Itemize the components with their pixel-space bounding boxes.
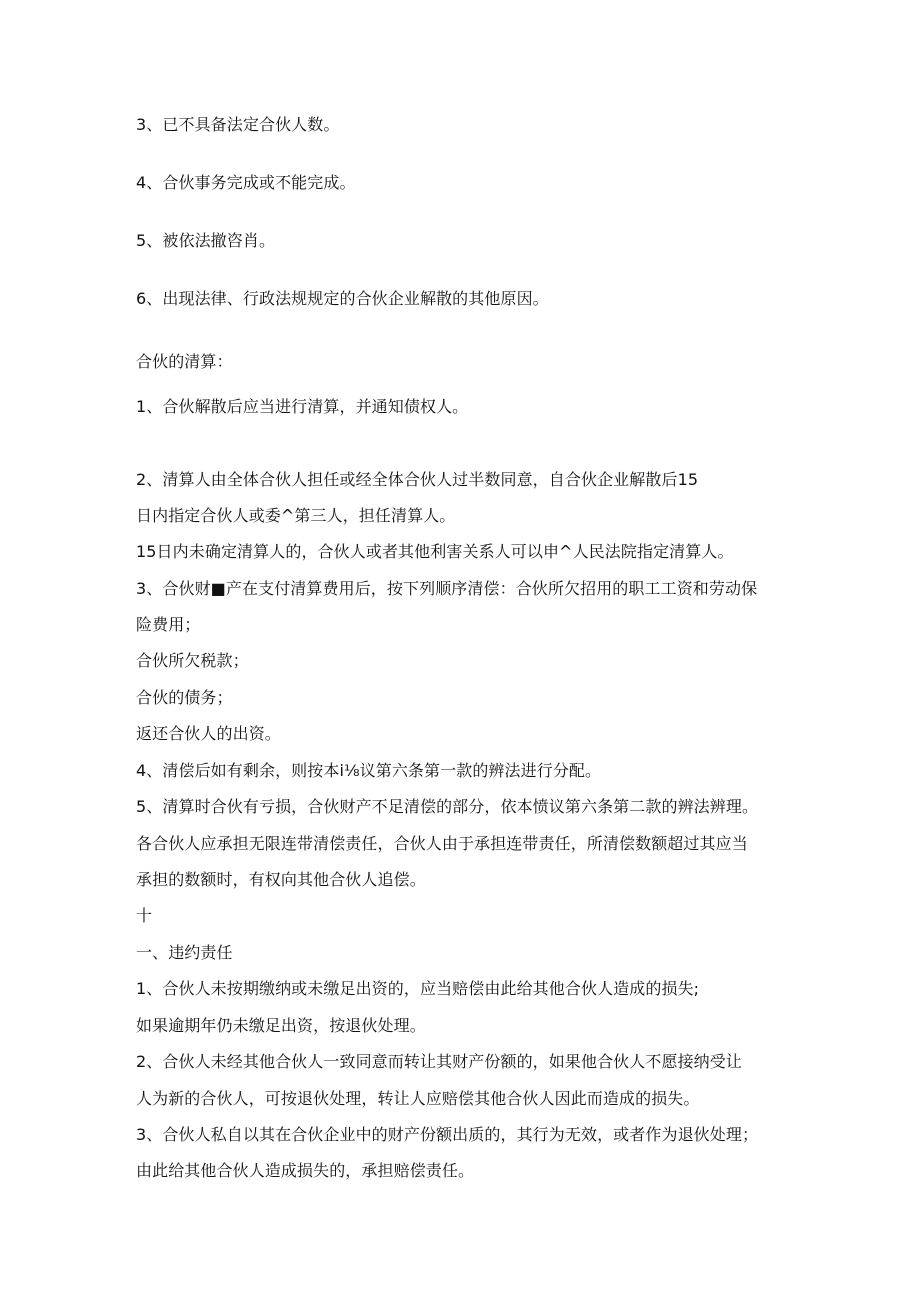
text-line: 2、合伙人未经其他合伙人一致同意而转让其财产份额的，如果他合伙人不愿接纳受让 bbox=[136, 1052, 742, 1071]
text-line: 6、出现法律、行政法规规定的合伙企业解散的其他原因。 bbox=[136, 289, 549, 308]
text-line: 5、被依法撤咨肖。 bbox=[136, 231, 276, 250]
text-line: 3、已不具备法定合伙人数。 bbox=[136, 115, 340, 134]
text-line: 5、清算时合伙有亏损，合伙财产不足清偿的部分，依本愤议第六条第二款的辨法辨理。 bbox=[136, 797, 759, 816]
text-line: 1、合伙人未按期缴纳或未缴足出资的，应当赔偿由此给其他合伙人造成的损失; bbox=[136, 979, 700, 998]
text-line: 各合伙人应承担无限连带清偿责任，合伙人由于承担连带责任，所清偿数额超过其应当 bbox=[136, 834, 748, 853]
text-line: 3、合伙人私自以其在合伙企业中的财产份额出质的，其行为无效，或者作为退伙处理； bbox=[136, 1125, 759, 1144]
text-line: 险费用； bbox=[136, 615, 201, 634]
text-line: 1、合伙解散后应当进行清算，并通知债权人。 bbox=[136, 397, 469, 416]
text-line: 15日内未确定清算人的，合伙人或者其他利害关系人可以申^人民法院指定清算人。 bbox=[136, 542, 734, 561]
text-line: 由此给其他合伙人造成损失的，承担赔偿责任。 bbox=[136, 1161, 475, 1180]
text-line: 2、清算人由全体合伙人担任或经全体合伙人过半数同意，自合伙企业解散后15 bbox=[136, 470, 699, 489]
section-heading: 合伙的清算： bbox=[136, 352, 233, 371]
text-line: 4、合伙事务完成或不能完成。 bbox=[136, 173, 356, 192]
text-line: 如果逾期年仍未缴足出资，按退伙处理。 bbox=[136, 1016, 426, 1035]
text-line: 返还合伙人的出资。 bbox=[136, 724, 281, 743]
section-heading: 一、违约责任 bbox=[136, 943, 233, 962]
text-line: 日内指定合伙人或委^第三人，担任清算人。 bbox=[136, 506, 456, 525]
text-line: 承担的数额时，有权向其他合伙人追偿。 bbox=[136, 870, 426, 889]
text-line: 4、清偿后如有剩余，则按本i⅛议第六条第一款的辨法进行分配。 bbox=[136, 761, 602, 780]
text-line: 3、合伙财■产在支付清算费用后，按下列顺序清偿：合伙所欠招用的职工工资和劳动保 bbox=[136, 579, 758, 598]
text-line: 人为新的合伙人，可按退伙处理，转让人应赔偿其他合伙人因此而造成的损失。 bbox=[136, 1089, 700, 1108]
section-number: 十 bbox=[136, 906, 153, 925]
text-line: 合伙所欠税款； bbox=[136, 651, 249, 670]
text-line: 合伙的债务； bbox=[136, 688, 233, 707]
